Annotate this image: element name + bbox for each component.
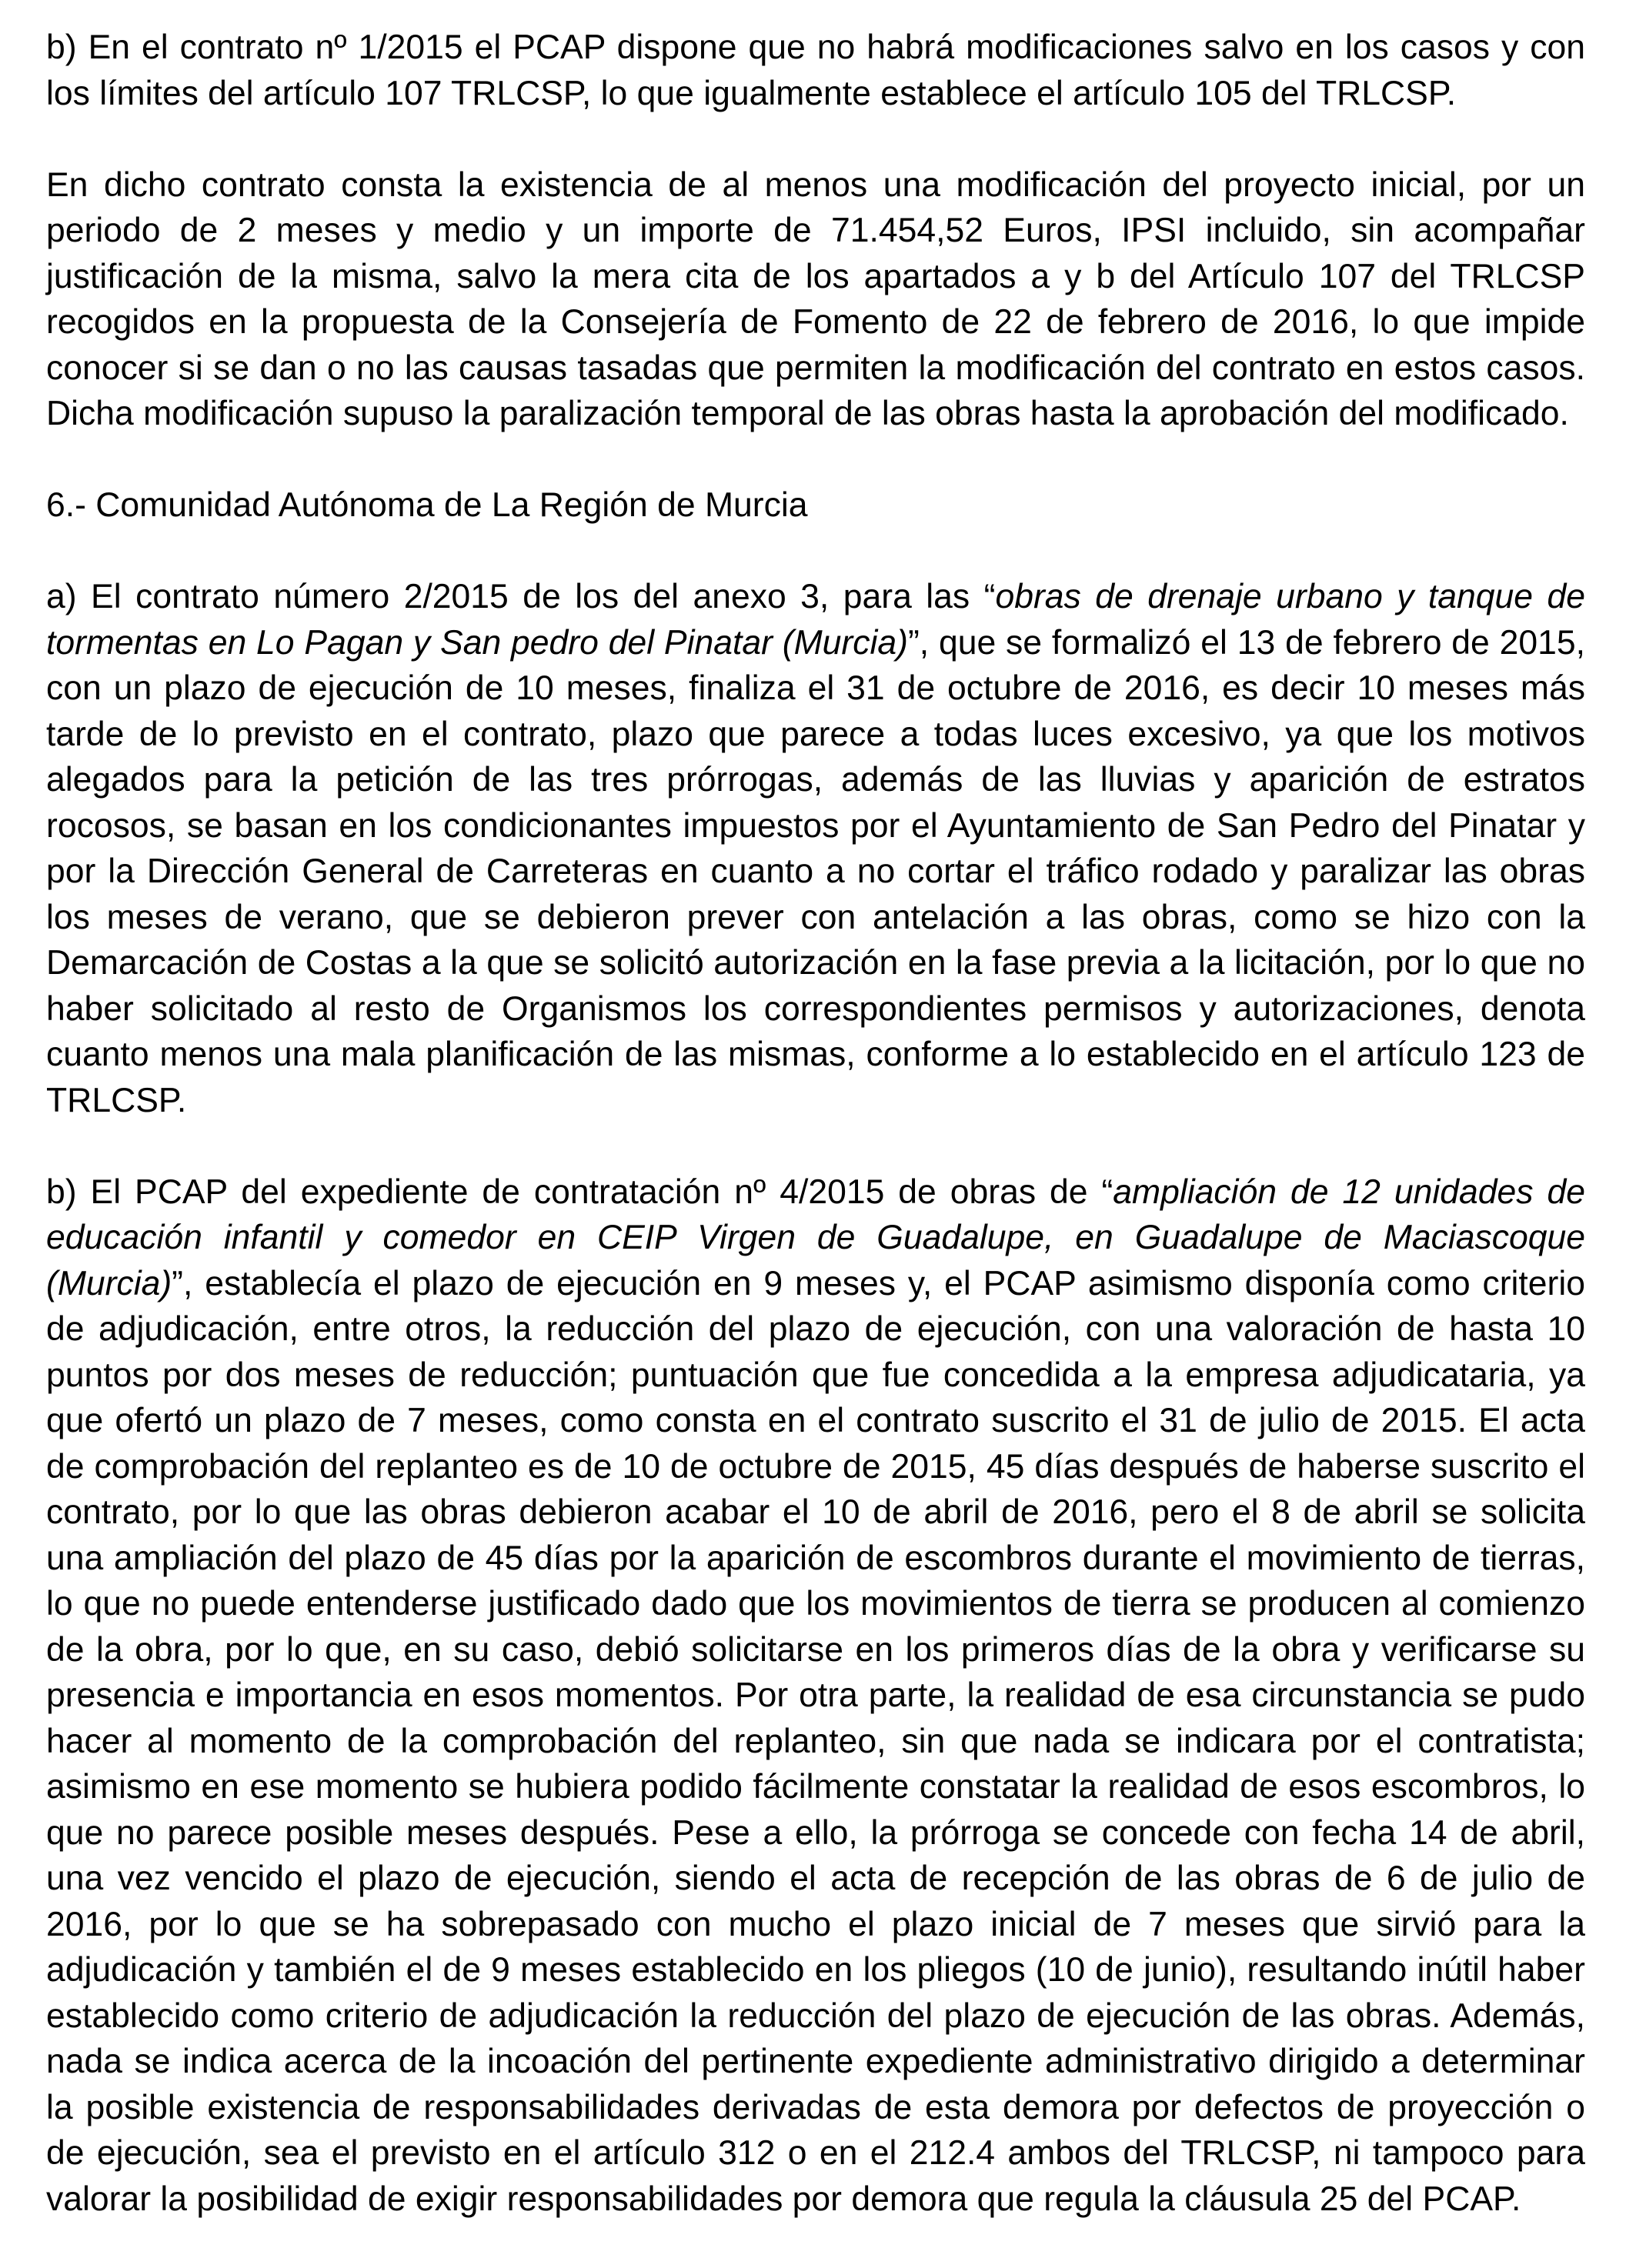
paragraph-modification: En dicho contrato consta la existencia de al menos una modificación del proyecto inicial, por un periodo de 2 meses y medio y un importe de 71.454,52 Euros, IPSI incluido, sin acompañar justificación de la misma, salvo la mera cita de los apartados a y b del Artículo 107 del TRLCSP recogidos en la propuesta de la Consejería de Fomento de 22 de febrero de 2016, lo que impide conocer si se dan o no las causas tasadas que permiten la modificación del contrato en estos casos. Dicha modificación supuso la paralización temporal de las obras hasta la aprobación del modificado. [46, 165, 1585, 432]
paragraph-contract-1-2015: b) En el contrato nº 1/2015 el PCAP dispone que no habrá modificaciones salvo en los casos y con los límites del artículo 107 TRLCSP, lo que igualmente establece el artículo 105 del TRLCSP. [46, 28, 1585, 112]
paragraph-italic-title: ampliación de 12 unidades de educación infantil y comedor en CEIP Virgen de Guadalupe, en Guadalupe de Maciascoque (Murcia) [46, 1172, 1585, 1302]
section-heading: 6.- Comunidad Autónoma de La Región de Murcia [46, 486, 808, 524]
paragraph-body-text: ”, que se formalizó el 13 de febrero de 2015, con un plazo de ejecución de 10 meses, finaliza el 31 de octubre de 2016, es decir 10 meses más tarde de lo previsto en el contrato, plazo que parece a todas luces excesivo, ya que los motivos alegados para la petición de las tres prórrogas, además de las lluvias y aparición de estratos rocosos, se basan en los condicionantes impuestos por el Ayuntamiento de San Pedro del Pinatar y por la Dirección General de Carreteras en cuanto a no cortar el tráfico rodado y paralizar las obras los meses de verano, que se debieron prever con antelación a las obras, como se hizo con la Demarcación de Costas a la que se solicitó autorización en la fase previa a la licitación, por lo que no haber solicitado al resto de Organismos los correspondientes permisos y autorizaciones, denota cuanto menos una mala planificación de las mismas, conforme a lo establecido en el artículo 123 de TRLCSP. [46, 623, 1585, 1119]
paragraph-contract-4-2015 [46, 1169, 1585, 2223]
paragraph-body-text: ”, establecía el plazo de ejecución en 9 meses y, el PCAP asimismo disponía como criterio de adjudicación, entre otros, la reducción del plazo de ejecución, con una valoración de hasta 10 puntos por dos meses de reducción; puntuación que fue concedida a la empresa adjudicataria, ya que ofertó un plazo de 7 meses, como consta en el contrato suscrito el 31 de julio de 2015. El acta de comprobación del replanteo es de 10 de octubre de 2015, 45 días después de haberse suscrito el contrato, por lo que las obras debieron acabar el 10 de abril de 2016, pero el 8 de abril se solicita una ampliación del plazo de 45 días por la aparición de escombros durante el movimiento de tierras, lo que no puede entenderse justificado dado que los movimientos de tierra se producen al comienzo de la obra, por lo que, en su caso, debió solicitarse en los primeros días de la obra y verificarse su presencia e importancia en esos momentos. Por otra parte, la realidad de esa circunstancia se pudo hacer al momento de la comprobación del replanteo, sin que nada se indicara por el contratista; asimismo en ese momento se hubiera podido fácilmente constatar la realidad de esos escombros, lo que no parece posible meses después. Pese a ello, la prórroga se concede con fecha 14 de abril, una vez vencido el plazo de ejecución, siendo el acta de recepción de las obras de 6 de julio de 2016, por lo que se ha sobrepasado con mucho el plazo inicial de 7 meses que sirvió para la adjudicación y también el de 9 meses establecido en los pliegos (10 de junio), resultando inútil haber establecido como criterio de adjudicación la reducción del plazo de ejecución de las obras. Además, nada se indica acerca de la incoación del pertinente expediente administrativo dirigido a determinar la posible existencia de responsabilidades derivadas de esta demora por defectos de proyección o de ejecución, sea el previsto en el artículo 312 o en el 212.4 ambos del TRLCSP, ni tampoco para valorar la posibilidad de exigir responsabilidades por demora que regula la cláusula 25 del PCAP. [46, 1264, 1585, 2218]
document-page [46, 25, 1585, 2268]
paragraph-contract-2-2015 [46, 574, 1585, 1123]
paragraph-lead-text: b) El PCAP del expediente de contratación nº 4/2015 de obras de “ [46, 1172, 1113, 1211]
paragraph-italic-title: obras de drenaje urbano y tanque de tormentas en Lo Pagan y San pedro del Pinatar (Murcia) [46, 578, 1585, 662]
paragraph-lead-text: a) El contrato número 2/2015 de los del anexo 3, para las “ [46, 578, 996, 615]
